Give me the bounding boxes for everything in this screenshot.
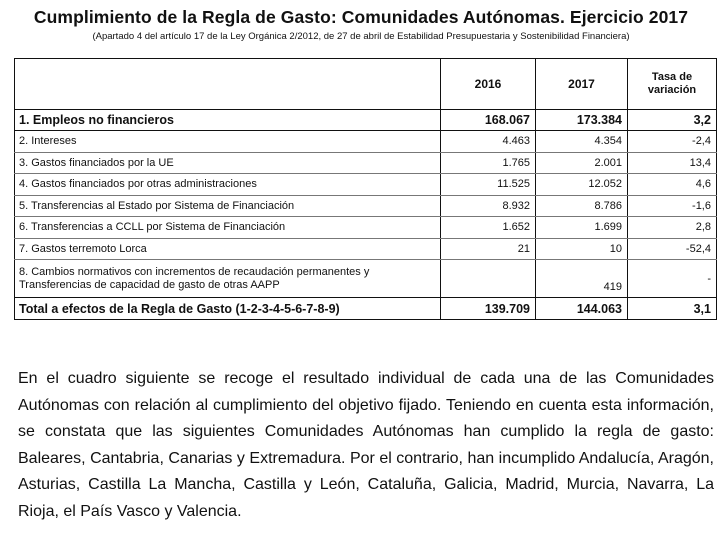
value-2016: 11.525: [441, 174, 536, 196]
value-2016: 4.463: [441, 131, 536, 153]
total-value-2016: 139.709: [441, 298, 536, 320]
total-rate-value: 3,1: [628, 298, 717, 320]
rate-value: -1,6: [628, 195, 717, 217]
table-row: [15, 195, 717, 217]
row-label: 3. Gastos financiados por la UE: [15, 152, 441, 174]
column-header-concept: [15, 59, 441, 110]
value-2016: 1.765: [441, 152, 536, 174]
row-label: 8. Cambios normativos con incrementos de recaudación permanentes y Transferencias de capacidad de gasto de otras AAPP: [15, 260, 441, 298]
value-2017: 8.786: [536, 195, 628, 217]
spending-rule-table: [14, 58, 717, 320]
value-2017: 1.699: [536, 217, 628, 239]
value-2016: 168.067: [441, 110, 536, 131]
table-row: [15, 260, 717, 298]
rate-value: 4,6: [628, 174, 717, 196]
value-2016: [441, 260, 536, 298]
column-header-2016: 2016: [441, 59, 536, 110]
value-2017: 4.354: [536, 131, 628, 153]
rate-value: 3,2: [628, 110, 717, 131]
total-value-2017: 144.063: [536, 298, 628, 320]
table-row: [15, 174, 717, 196]
value-2016: 21: [441, 238, 536, 260]
row-label: 7. Gastos terremoto Lorca: [15, 238, 441, 260]
value-2016: 8.932: [441, 195, 536, 217]
value-2016: 1.652: [441, 217, 536, 239]
row-label: 6. Transferencias a CCLL por Sistema de Financiación: [15, 217, 441, 239]
report-title: Cumplimiento de la Regla de Gasto: Comunidades Autónomas. Ejercicio 2017: [33, 7, 689, 27]
rate-value: -2,4: [628, 131, 717, 153]
total-label: Total a efectos de la Regla de Gasto (1-2-3-4-5-6-7-8-9): [15, 298, 441, 320]
total-row: [15, 298, 717, 320]
table-row: [15, 217, 717, 239]
value-2017: 2.001: [536, 152, 628, 174]
table-row: [15, 131, 717, 153]
table-row: [15, 110, 717, 131]
table-header-row: [15, 59, 717, 110]
report-subtitle: (Apartado 4 del artículo 17 de la Ley Orgánica 2/2012, de 27 de abril de Estabilidad Presupuestaria y Sostenibilidad Financiera): [92, 31, 630, 42]
body-paragraph: En el cuadro siguiente se recoge el resultado individual de cada una de las Comunidades Autónomas con relación al cumplimiento del objetivo fijado. Teniendo en cuenta esta información, se constata que las siguientes Comunidades Autónomas han cumplido la regla de gasto: Baleares, Cantabria, Canarias y Extremadura. Por el contrario, han incumplido Andalucía, Aragón, Asturias, Castilla La Mancha, Castilla y León, Cataluña, Galicia, Madrid, Murcia, Navarra, La Rioja, el País Vasco y Valencia.: [18, 370, 714, 520]
row-label: 1. Empleos no financieros: [15, 110, 441, 131]
rate-value: 2,8: [628, 217, 717, 239]
rate-value: 13,4: [628, 152, 717, 174]
rate-value: -52,4: [628, 238, 717, 260]
column-header-2017: 2017: [536, 59, 628, 110]
row-label: 5. Transferencias al Estado por Sistema de Financiación: [15, 195, 441, 217]
value-2017: 173.384: [536, 110, 628, 131]
table-row: [15, 152, 717, 174]
value-2017: 12.052: [536, 174, 628, 196]
row-label: 4. Gastos financiados por otras administraciones: [15, 174, 441, 196]
value-2017: 10: [536, 238, 628, 260]
rate-value: -: [628, 260, 717, 298]
column-header-rate: Tasa de variación: [628, 59, 717, 110]
row-label: 2. Intereses: [15, 131, 441, 153]
value-2017: 419: [536, 260, 628, 298]
table-row: [15, 238, 717, 260]
